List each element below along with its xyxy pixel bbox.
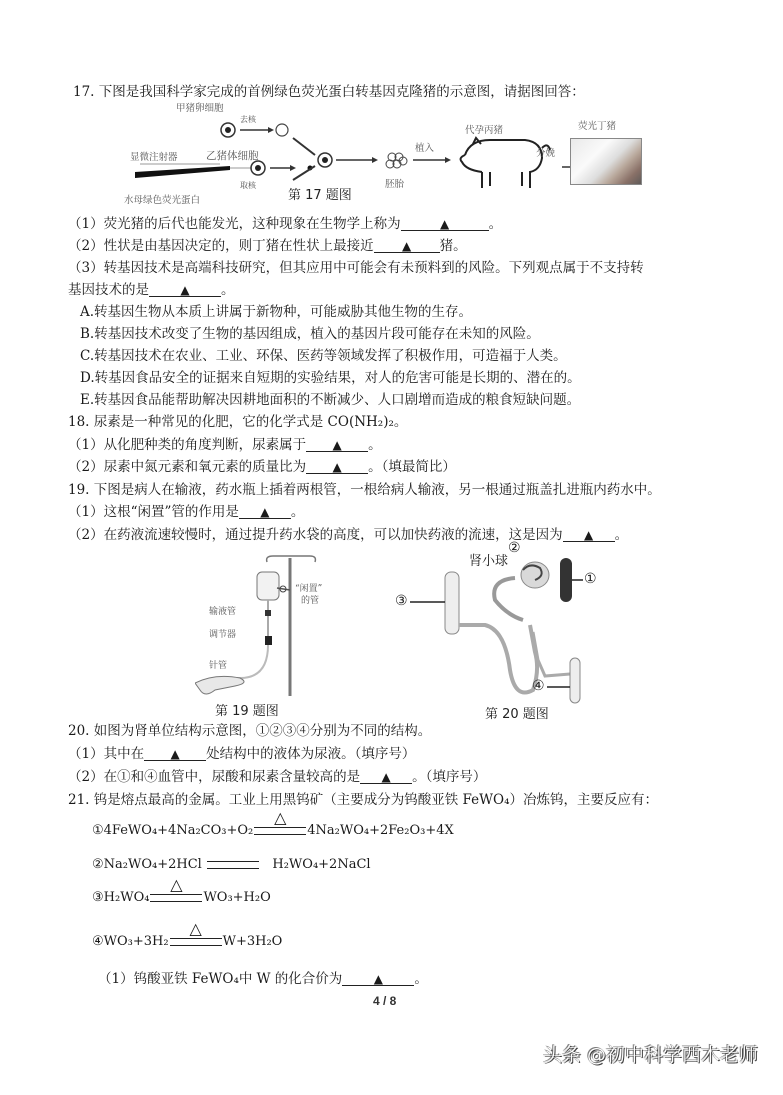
label-enucleate: 去核: [240, 115, 256, 124]
label-idle-tube: “闲置”: [295, 584, 323, 594]
label-surrogate-pig: 代孕丙猪: [465, 125, 504, 136]
label-n3: ③: [395, 593, 408, 609]
label-idle-tube-2: 的管: [301, 596, 320, 606]
label-glomerulus: 肾小球: [469, 554, 509, 569]
label-regulator: 调节器: [209, 630, 237, 640]
label-n4: ④: [532, 678, 545, 694]
reaction-2: ②Na₂WO₄+2HCl H₂WO₄+2NaCl: [92, 857, 371, 872]
label-gfp: 水母绿色荧光蛋白: [124, 195, 201, 206]
q19-sub2: （2）在药液流速较慢时，通过提升药水袋的高度，可以加快药液的流速，这是因为 ▲ 。: [68, 527, 629, 543]
fluorescent-piglets-photo: [570, 138, 642, 185]
q20-figure-caption: 第 20 题图: [485, 707, 549, 722]
option-e: E.转基因食品能帮助解决因耕地面积的不断减少、人口剧增而造成的粮食短缺问题。: [80, 392, 581, 408]
answer-blank[interactable]: ▲: [342, 970, 414, 986]
option-c: C.转基因技术在农业、工业、环保、医药等领域发挥了积极作用，可造福于人类。: [80, 348, 567, 364]
answer-blank[interactable]: ▲: [374, 237, 440, 253]
q20-sub1: （1）其中在 ▲ 处结构中的液体为尿液。（填序号）: [68, 746, 416, 762]
q17-sub2: （2）性状是由基因决定的，则丁猪在性状上最接近 ▲ 猪。: [68, 238, 467, 254]
q17-stem: 17. 下图是我国科学家完成的首例绿色荧光蛋白转基因克隆猪的示意图，请据图回答：: [73, 84, 585, 100]
label-n1: ①: [584, 571, 597, 587]
q20-sub2: （2）在①和④血管中，尿酸和尿素含量较高的是 ▲ 。（填序号）: [68, 769, 487, 785]
label-micro-injector: 显微注射器: [130, 152, 178, 163]
answer-blank[interactable]: ▲: [401, 215, 489, 231]
q21-stem: 21. 钨是熔点最高的金属。工业上用黑钨矿（主要成分为钨酸亚铁 FeWO₄）冶炼钨，主要反应有：: [68, 792, 659, 808]
label-n2: ②: [508, 540, 521, 556]
q17-sub3-cont: 基因技术的是 ▲ 。: [68, 282, 235, 298]
watermark: 头条 @初中科学西木老师: [543, 1044, 759, 1066]
option-a: A.转基因生物从本质上讲属于新物种，可能威胁其他生物的生存。: [80, 304, 473, 320]
label-needle: 针管: [209, 661, 228, 671]
answer-blank[interactable]: ▲: [144, 745, 206, 761]
q20-figure: [395, 540, 630, 720]
label-egg-cell: 甲猪卵细胞: [176, 103, 224, 114]
answer-blank[interactable]: ▲: [149, 281, 221, 297]
nephron-illustration: [395, 540, 630, 720]
q21-sub1: （1）钨酸亚铁 FeWO₄中 W 的化合价为 ▲ 。: [98, 971, 428, 987]
option-d: D.转基因食品安全的证据来自短期的实验结果，对人的危害可能是长期的、潜在的。: [80, 370, 581, 386]
option-b: B.转基因技术改变了生物的基因组成，植入的基因片段可能存在未知的风险。: [80, 326, 540, 342]
q17-figure: [110, 100, 650, 210]
q17-sub1: （1）荧光猪的后代也能发光，这种现象在生物学上称为 ▲ 。: [68, 216, 503, 232]
q19-figure-caption: 第 19 题图: [215, 704, 279, 719]
reaction-4: ④WO₃+3H₂ △ W+3H₂O: [92, 918, 283, 949]
answer-blank[interactable]: ▲: [306, 436, 368, 452]
q18-sub2: （2）尿素中氮元素和氧元素的质量比为 ▲ 。（填最简比）: [68, 459, 456, 475]
reaction-1: ①4FeWO₄+4Na₂CO₃+O₂ △ 4Na₂WO₄+2Fe₂O₃+4X: [92, 807, 454, 838]
label-fluorescent-pig: 荧光丁猪: [578, 121, 617, 132]
label-implant: 植入: [415, 143, 435, 154]
q17-figure-caption: 第 17 题图: [288, 188, 352, 203]
reaction-3: ③H₂WO₄ △ WO₃+H₂O: [92, 874, 271, 905]
q17-sub3: （3）转基因技术是高端科技研究，但其应用中可能会有未预料到的风险。下列观点属于不支持转: [68, 260, 644, 276]
q19-figure: [195, 548, 375, 718]
answer-blank[interactable]: ▲: [239, 503, 291, 519]
q19-sub1: （1）这根“闲置”管的作用是 ▲ 。: [68, 504, 305, 520]
q19-stem: 19. 下图是病人在输液，药水瓶上插着两根管，一根给病人输液，另一根通过瓶盖扎进瓶内药水中。: [68, 482, 661, 498]
q18-sub1: （1）从化肥种类的角度判断，尿素属于 ▲ 。: [68, 437, 382, 453]
label-birth: 分娩: [536, 148, 556, 159]
label-body-cell: 乙猪体细胞: [206, 150, 259, 162]
q20-stem: 20. 如图为肾单位结构示意图，①②③④分别为不同的结构。: [68, 723, 432, 739]
label-embryo: 胚胎: [385, 179, 405, 190]
answer-blank[interactable]: ▲: [360, 768, 412, 784]
page-number: 4 / 8: [373, 994, 397, 1008]
answer-blank[interactable]: ▲: [563, 526, 615, 542]
label-infusion-tube: 输液管: [209, 607, 237, 617]
q18-stem: 18. 尿素是一种常见的化肥，它的化学式是 CO(NH₂)₂。: [68, 414, 408, 430]
label-take-nucleus: 取核: [240, 181, 256, 190]
answer-blank[interactable]: ▲: [306, 458, 368, 474]
